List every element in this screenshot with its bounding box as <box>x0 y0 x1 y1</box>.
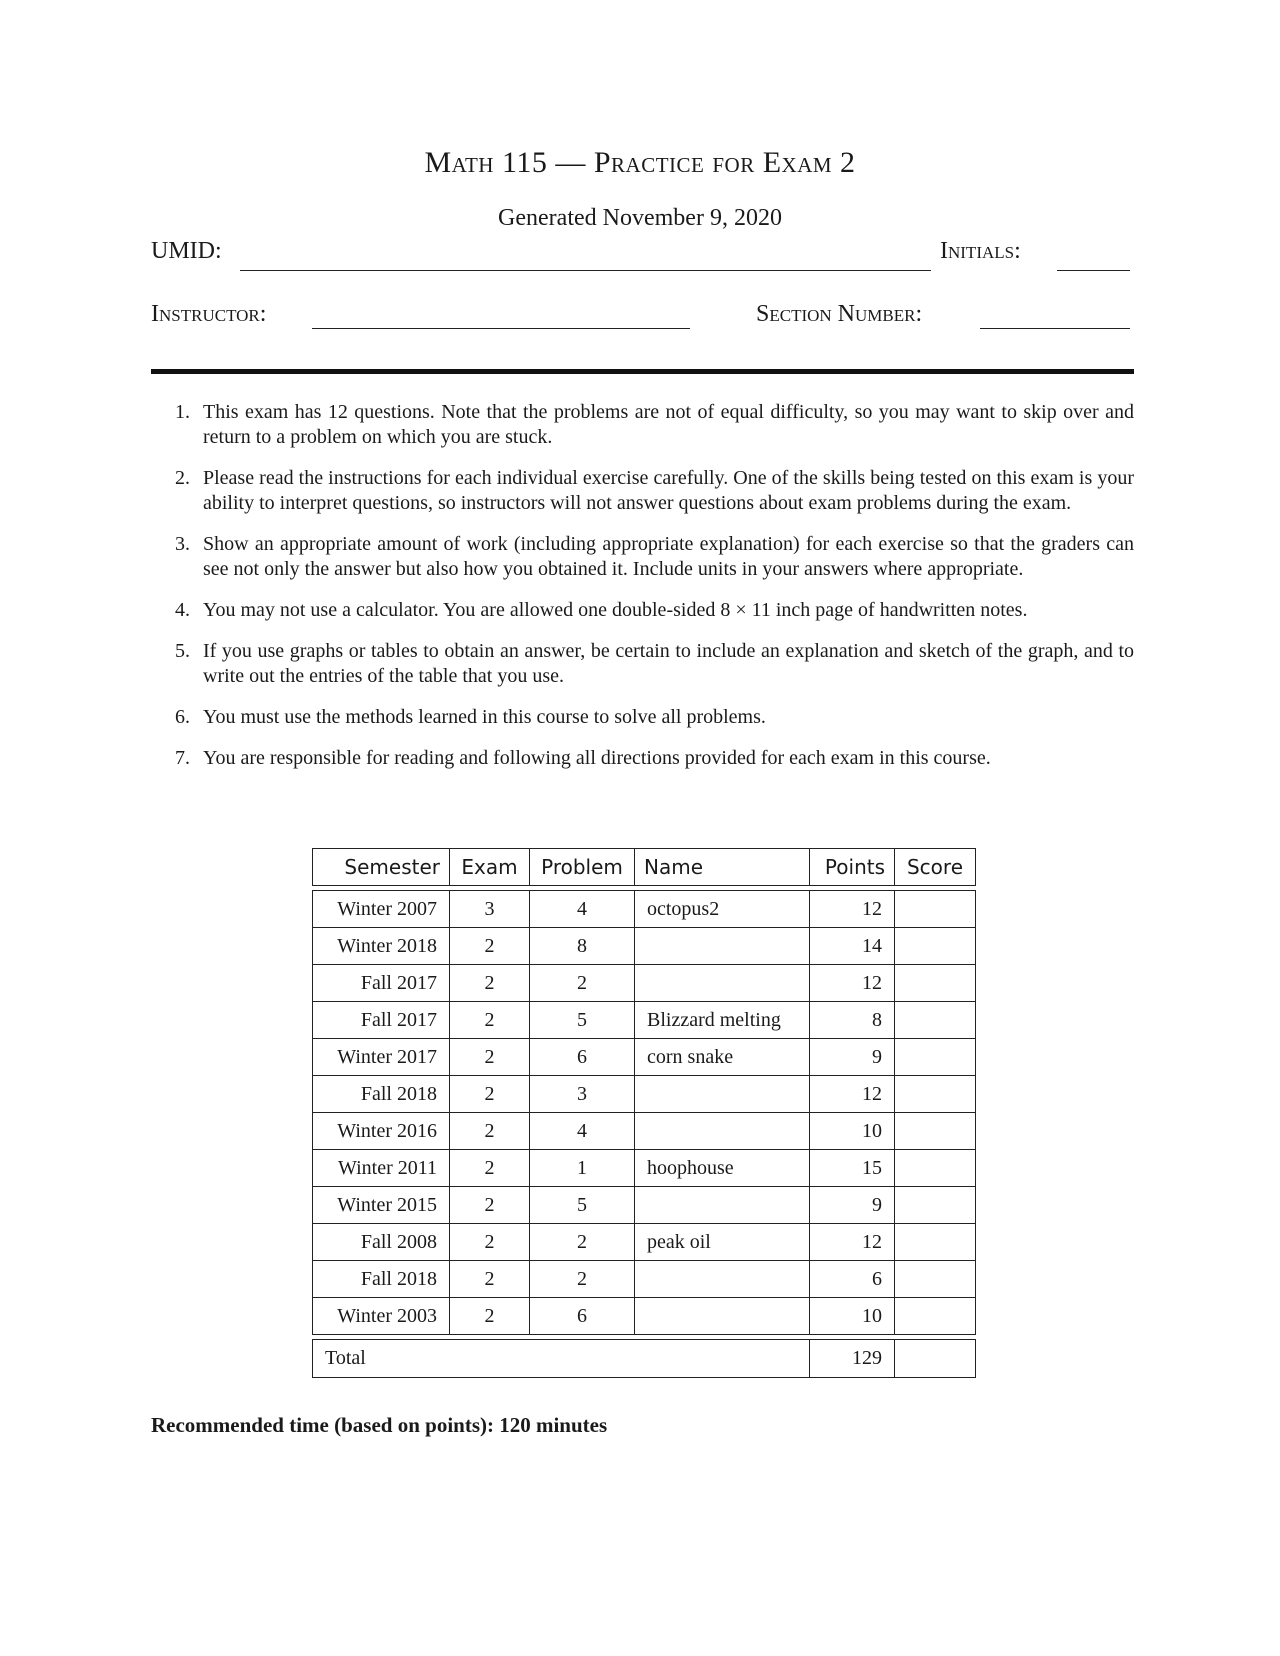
score-cell[interactable] <box>894 965 976 1002</box>
instruction-item: 7. You are responsible for reading and following all directions provided for each exam in this course. <box>175 747 991 769</box>
instructions-list <box>175 400 1134 787</box>
table-row: Winter 2017 2 6 corn snake 9 <box>312 1039 976 1076</box>
section-number-label: Section Number: <box>756 301 923 327</box>
instructor-field[interactable] <box>312 328 690 329</box>
score-cell[interactable] <box>894 1187 976 1224</box>
table-row: Fall 2017 2 2 12 <box>312 965 976 1002</box>
course-name: Math 115 <box>424 146 548 179</box>
table-row: Fall 2008 2 2 peak oil 12 <box>312 1224 976 1261</box>
score-cell[interactable] <box>894 928 976 965</box>
table-row: Winter 2003 2 6 10 <box>312 1298 976 1335</box>
col-header-score: Score <box>894 848 976 886</box>
score-cell[interactable] <box>894 1113 976 1150</box>
table-row: Winter 2011 2 1 hoophouse 15 <box>312 1150 976 1187</box>
score-cell[interactable] <box>894 1076 976 1113</box>
table-row: Fall 2017 2 5 Blizzard melting 8 <box>312 1002 976 1039</box>
section-number-field[interactable] <box>980 328 1130 329</box>
exam-title: Practice for Exam 2 <box>593 146 856 179</box>
score-cell[interactable] <box>894 890 976 928</box>
table-row: Fall 2018 2 2 6 <box>312 1261 976 1298</box>
score-cell[interactable] <box>894 1224 976 1261</box>
table-row: Winter 2016 2 4 10 <box>312 1113 976 1150</box>
instruction-item: 1. This exam has 12 questions. Note that the problems are not of equal difficulty, so you may want to skip over and return to a problem on which you are stuck. <box>175 401 1134 448</box>
instruction-item: 4. You may not use a calculator. You are allowed one double-sided 8 × 11 inch page of handwritten notes. <box>175 599 1028 621</box>
umid-label: UMID: <box>151 238 222 264</box>
instructor-label: Instructor: <box>151 301 267 327</box>
total-score-cell[interactable] <box>894 1339 976 1378</box>
table-row: Winter 2007 3 4 octopus2 12 <box>312 890 976 928</box>
recommended-time: Recommended time (based on points): 120 minutes <box>151 1413 608 1437</box>
problem-table <box>312 848 976 1378</box>
col-header-name: Name <box>634 848 809 886</box>
umid-field[interactable] <box>240 270 931 271</box>
instruction-item: 5. If you use graphs or tables to obtain an answer, be certain to include an explanation and sketch of the graph, and to write out the entries of the table that you use. <box>175 640 1134 687</box>
initials-label: Initials: <box>940 238 1021 264</box>
instruction-item: 2. Please read the instructions for each individual exercise carefully. One of the skills being tested on this exam is your ability to interpret questions, so instructors will not answer questions about exam problems during the exam. <box>175 467 1134 514</box>
generated-date: Generated November 9, 2020 <box>498 205 782 231</box>
page-title <box>0 146 1280 180</box>
header-divider <box>151 369 1134 374</box>
total-label: Total <box>312 1339 809 1378</box>
table-row: Winter 2015 2 5 9 <box>312 1187 976 1224</box>
table-row: Fall 2018 2 3 12 <box>312 1076 976 1113</box>
instruction-item: 6. You must use the methods learned in this course to solve all problems. <box>175 706 766 728</box>
col-header-problem: Problem <box>529 848 634 886</box>
instruction-item: 3. Show an appropriate amount of work (including appropriate explanation) for each exercise so that the graders can see not only the answer but also how you obtained it. Include units in your answers where appropriate. <box>175 533 1134 580</box>
score-cell[interactable] <box>894 1002 976 1039</box>
score-cell[interactable] <box>894 1150 976 1187</box>
total-row <box>312 1339 976 1378</box>
col-header-exam: Exam <box>449 848 529 886</box>
score-cell[interactable] <box>894 1261 976 1298</box>
col-header-points: Points <box>809 848 894 886</box>
score-cell[interactable] <box>894 1298 976 1335</box>
table-header-row <box>312 848 976 886</box>
initials-field[interactable] <box>1057 270 1130 271</box>
table-row: Winter 2018 2 8 14 <box>312 928 976 965</box>
col-header-semester: Semester <box>312 848 449 886</box>
score-cell[interactable] <box>894 1039 976 1076</box>
title-dash: — <box>555 146 586 179</box>
total-points: 129 <box>809 1339 894 1378</box>
